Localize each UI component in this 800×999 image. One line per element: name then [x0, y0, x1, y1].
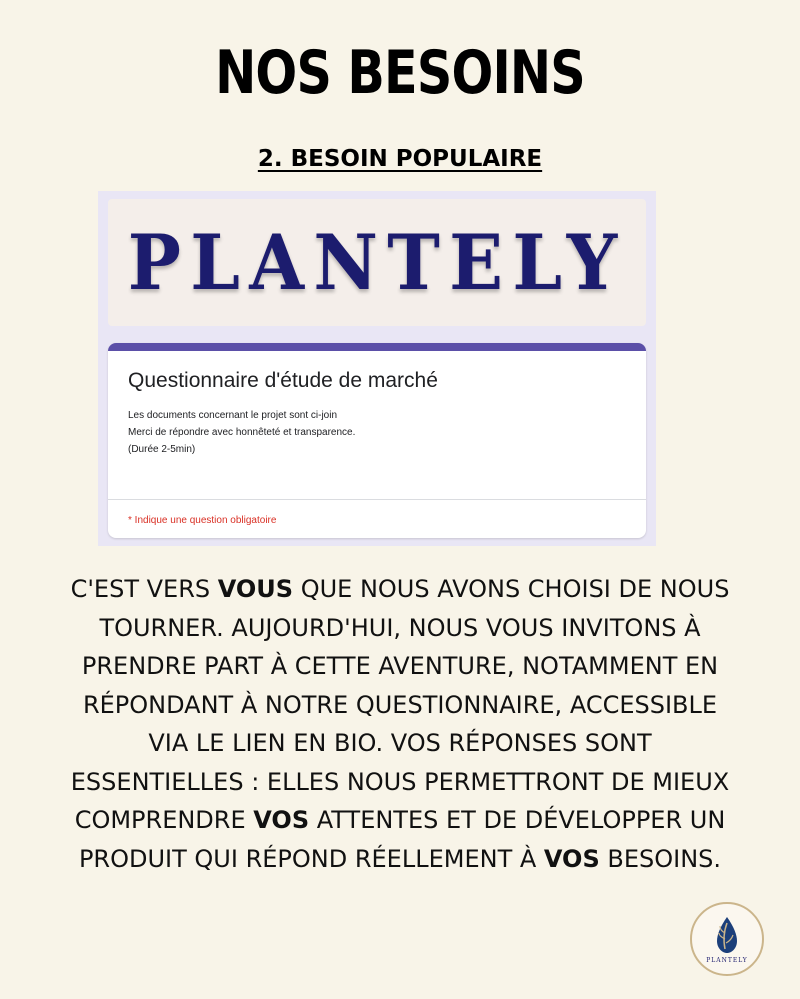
body-segment: QUE NOUS AVONS CHOISI DE NOUS TOURNER. AUJOURD'HUI, NOUS VOUS INVITONS À PRENDRE PART À CETTE AVENTURE, NOTAMMENT EN RÉPONDANT À NOTRE QUESTIONNAIRE, ACCESSIBLE VIA LE LIEN EN BIO. VOS RÉPONSES SONT ESSENTIELLES : ELLES NOUS PERMETTRONT DE MIEUX COMPRENDRE — [70, 575, 730, 834]
form-banner — [108, 199, 646, 326]
card-divider — [108, 499, 646, 500]
leaf-drop-icon — [712, 915, 742, 955]
form-description-line: Les documents concernant le projet sont ci-join — [128, 410, 338, 421]
form-screenshot — [98, 191, 656, 546]
banner-brand-text: PLANTELY — [127, 218, 627, 307]
form-description-line: Merci de répondre avec honnêteté et transparence. — [128, 427, 356, 438]
logo-wordmark: PLANTELY — [706, 956, 748, 964]
body-emphasis: VOS — [543, 844, 600, 873]
required-question-note: * Indique une question obligatoire — [128, 515, 277, 526]
section-subtitle-text: 2. BESOIN POPULAIRE — [257, 146, 543, 172]
form-description-line: (Durée 2-5min) — [128, 444, 196, 455]
form-title: Questionnaire d'étude de marché — [128, 369, 438, 392]
form-header-card — [108, 343, 646, 538]
body-paragraph — [60, 570, 740, 878]
section-subtitle — [0, 146, 800, 172]
body-emphasis: VOS — [253, 806, 310, 834]
body-segment: ATTENTES ET DE DÉVELOPPER UN PRODUIT QUI RÉPOND RÉELLEMENT À — [78, 806, 726, 873]
plantely-logo — [690, 902, 764, 976]
body-segment: BESOINS. — [599, 844, 722, 873]
card-accent-bar — [108, 343, 646, 351]
page-title: NOS BESOINS — [215, 38, 585, 108]
form-description — [128, 407, 355, 458]
body-segment: C'EST VERS — [70, 575, 218, 603]
body-emphasis: VOUS — [217, 575, 294, 603]
